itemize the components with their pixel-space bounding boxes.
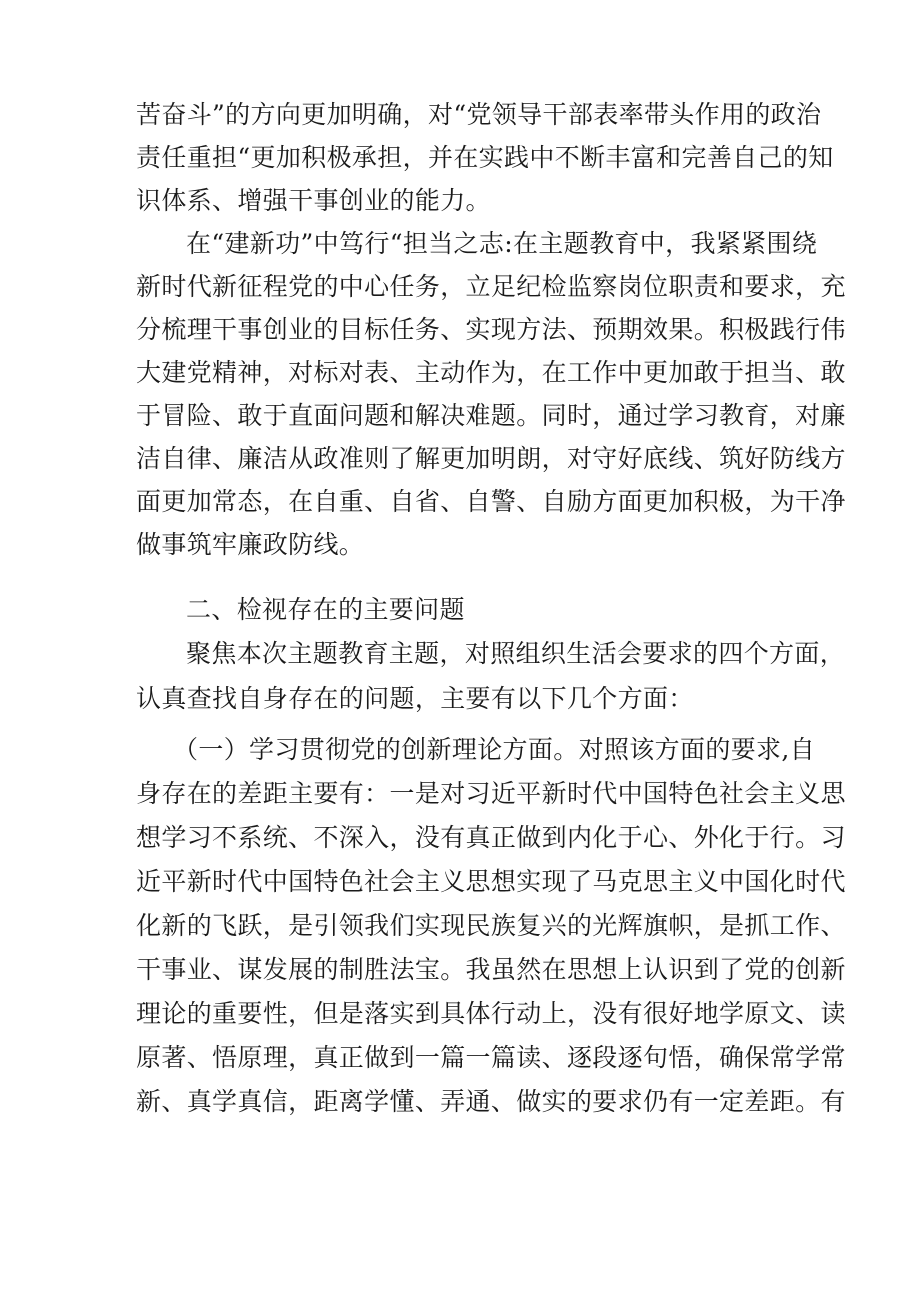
text-line: 于冒险、敢于直面问题和解决难题。同时，通过学习教育，对廉 xyxy=(136,401,846,430)
text-line: 分梳理干事创业的目标任务、实现方法、预期效果。积极践行伟 xyxy=(136,315,846,344)
text-line: 责任重担“更加积极承担，并在实践中不断丰富和完善自己的知 xyxy=(136,143,834,172)
text-line: 洁自律、廉洁从政准则了解更加明朗，对守好底线、筑好防线方 xyxy=(136,444,846,473)
text-line: 想学习不系统、不深入，没有真正做到内化于心、外化于行。习 xyxy=(136,823,846,852)
text-line: 新、真学真信，距离学懂、弄通、做实的要求仍有一定差距。有 xyxy=(136,1087,846,1116)
text-line: 干事业、谋发展的制胜法宝。我虽然在思想上认识到了党的创新 xyxy=(136,955,846,984)
section-heading: 二、检视存在的主要问题 xyxy=(186,595,465,624)
paragraph-first-line: 在“建新功”中笃行“担当之志:在主题教育中，我紧紧围绕 xyxy=(186,229,818,258)
text-line: 化新的飞跃，是引领我们实现民族复兴的光辉旗帜，是抓工作、 xyxy=(136,911,846,940)
text-line: 苦奋斗”的方向更加明确，对“党领导干部表率带头作用的政治 xyxy=(136,100,822,129)
text-line: 认真查找自身存在的问题，主要有以下几个方面： xyxy=(136,684,694,713)
text-line: 理论的重要性，但是落实到具体行动上，没有很好地学原文、读 xyxy=(136,999,846,1028)
paragraph-first-line: 聚焦本次主题教育主题，对照组织生活会要求的四个方面， xyxy=(186,639,846,668)
text-line: 原著、悟原理，真正做到一篇一篇读、逐段逐句悟，确保常学常 xyxy=(136,1043,846,1072)
text-line: 做事筑牢廉政防线。 xyxy=(136,530,365,559)
text-line: 近平新时代中国特色社会主义思想实现了马克思主义中国化时代 xyxy=(136,867,846,896)
text-line: 大建党精神，对标对表、主动作为，在工作中更加敢于担当、敢 xyxy=(136,358,846,387)
text-line: 新时代新征程党的中心任务，立足纪检监察岗位职责和要求，充 xyxy=(136,272,846,301)
text-line: 面更加常态，在自重、自省、自警、自励方面更加积极，为干净 xyxy=(136,487,846,516)
text-line: 识体系、增强干事创业的能力。 xyxy=(136,186,491,215)
subsection-first-line: （一）学习贯彻党的创新理论方面。对照该方面的要求,自 xyxy=(173,735,816,764)
text-line: 身存在的差距主要有：一是对习近平新时代中国特色社会主义思 xyxy=(136,779,846,808)
